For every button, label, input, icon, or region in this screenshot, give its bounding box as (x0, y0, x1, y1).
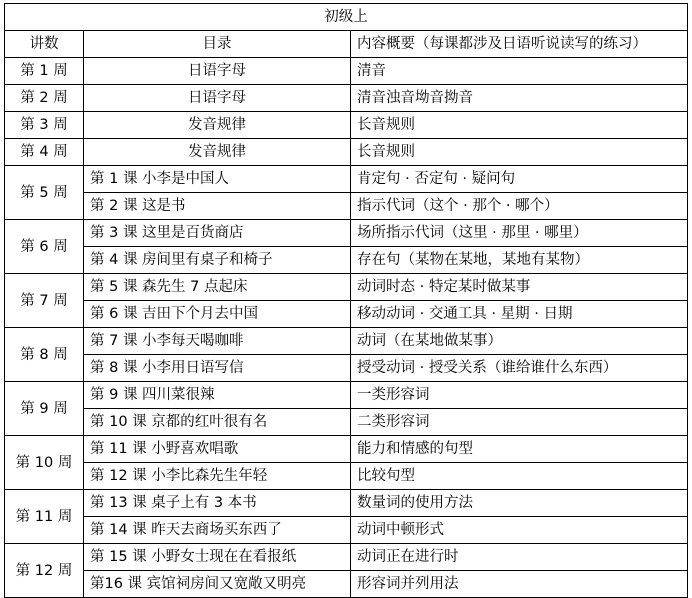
lesson-cell: 第 1 课 小李是中国人 (84, 166, 351, 193)
summary-cell: 动词正在进行时 (351, 544, 688, 571)
lesson-cell: 第 15 课 小野女士现在在看报纸 (84, 544, 351, 571)
summary-cell: 清音 (351, 58, 688, 85)
table-row (5, 220, 688, 247)
week-cell: 第 7 周 (5, 274, 84, 328)
week-cell: 第 8 周 (5, 328, 84, 382)
summary-cell: 二类形容词 (351, 409, 688, 436)
summary-cell: 动词中顿形式 (351, 517, 688, 544)
lesson-cell: 第 7 课 小李每天喝咖啡 (84, 328, 351, 355)
lesson-cell: 第 12 课 小李比森先生年轻 (84, 463, 351, 490)
week-cell: 第 10 周 (5, 436, 84, 490)
week-cell: 第 4 周 (5, 139, 84, 166)
lesson-cell: 第 5 课 森先生 7 点起床 (84, 274, 351, 301)
summary-cell: 能力和情感的句型 (351, 436, 688, 463)
table-row (5, 436, 688, 463)
table-row (5, 112, 688, 139)
lesson-cell: 第16 课 宾馆祠房间又宽敞又明亮 (84, 571, 351, 598)
summary-cell: 指示代词（这个 · 那个 · 哪个） (351, 193, 688, 220)
table-row (5, 544, 688, 571)
table-row (5, 85, 688, 112)
syllabus-table (4, 3, 688, 598)
lesson-cell: 第 14 课 昨天去商场买东西了 (84, 517, 351, 544)
table-row (5, 58, 688, 85)
lesson-cell: 第 9 课 四川菜很辣 (84, 382, 351, 409)
lesson-cell: 第 11 课 小野喜欢唱歌 (84, 436, 351, 463)
contents-cell: 发音规律 (84, 112, 351, 139)
summary-cell: 动词时态 · 特定某时做某事 (351, 274, 688, 301)
summary-cell: 场所指示代词（这里 · 那里 · 哪里） (351, 220, 688, 247)
contents-cell: 日语字母 (84, 58, 351, 85)
week-cell: 第 5 周 (5, 166, 84, 220)
table-header-row (5, 31, 688, 58)
lesson-cell: 第 8 课 小李用日语写信 (84, 355, 351, 382)
table-row (5, 328, 688, 355)
summary-cell: 长音规则 (351, 112, 688, 139)
summary-cell: 清音浊音坳音拗音 (351, 85, 688, 112)
summary-cell: 比较句型 (351, 463, 688, 490)
summary-cell: 移动动词 · 交通工具 · 星期 · 日期 (351, 301, 688, 328)
contents-cell: 日语字母 (84, 85, 351, 112)
lesson-cell: 第 10 课 京都的红叶很有名 (84, 409, 351, 436)
summary-cell: 授受动词 · 授受关系（谁给谁什么东西） (351, 355, 688, 382)
summary-cell: 动词（在某地做某事） (351, 328, 688, 355)
table-row (5, 409, 688, 436)
table-row (5, 382, 688, 409)
week-cell: 第 2 周 (5, 85, 84, 112)
week-cell: 第 3 周 (5, 112, 84, 139)
summary-cell: 形容词并列用法 (351, 571, 688, 598)
week-cell: 第 11 周 (5, 490, 84, 544)
table-row (5, 517, 688, 544)
summary-cell: 肯定句 · 否定句 · 疑问句 (351, 166, 688, 193)
table-title: 初级上 (5, 4, 688, 31)
table-row (5, 463, 688, 490)
summary-cell: 一类形容词 (351, 382, 688, 409)
lesson-cell: 第 3 课 这里是百货商店 (84, 220, 351, 247)
week-cell: 第 12 周 (5, 544, 84, 598)
header-summary: 内容概要（每课都涉及日语听说读写的练习） (351, 31, 688, 58)
table-row (5, 274, 688, 301)
table-row (5, 490, 688, 517)
table-row (5, 166, 688, 193)
contents-cell: 发音规律 (84, 139, 351, 166)
week-cell: 第 6 周 (5, 220, 84, 274)
lesson-cell: 第 6 课 吉田下个月去中国 (84, 301, 351, 328)
table-row (5, 355, 688, 382)
table-title-row (5, 4, 688, 31)
table-row (5, 247, 688, 274)
summary-cell: 长音规则 (351, 139, 688, 166)
table-row (5, 301, 688, 328)
lesson-cell: 第 13 课 桌子上有 3 本书 (84, 490, 351, 517)
table-row (5, 139, 688, 166)
table-row (5, 193, 688, 220)
table-row (5, 571, 688, 598)
week-cell: 第 1 周 (5, 58, 84, 85)
header-contents: 目录 (84, 31, 351, 58)
summary-cell: 存在句（某物在某地，某地有某物） (351, 247, 688, 274)
lesson-cell: 第 2 课 这是书 (84, 193, 351, 220)
summary-cell: 数量词的使用方法 (351, 490, 688, 517)
week-cell: 第 9 周 (5, 382, 84, 436)
header-week: 讲数 (5, 31, 84, 58)
lesson-cell: 第 4 课 房间里有桌子和椅子 (84, 247, 351, 274)
